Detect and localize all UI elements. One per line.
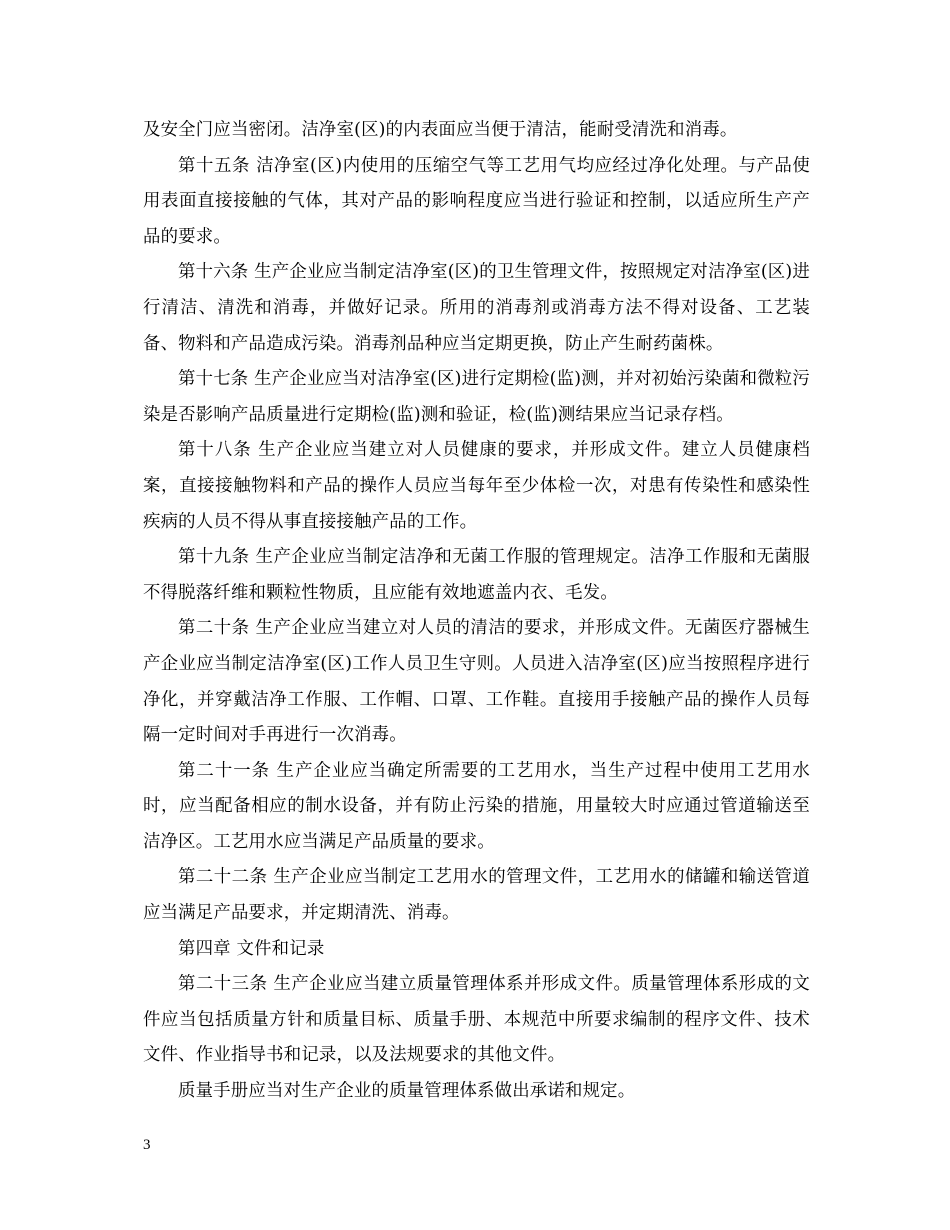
page-number: 3 — [143, 1137, 151, 1153]
article-22: 第二十二条 生产企业应当制定工艺用水的管理文件，工艺用水的储罐和输送管道应当满足产品要求，并定期清洗、消毒。 — [143, 867, 810, 924]
chapter-heading: 第四章 文件和记录 — [178, 938, 325, 959]
article-19: 第十九条 生产企业应当制定洁净和无菌工作服的管理规定。洁净工作服和无菌服不得脱落纤维和颗粒性物质，且应能有效地遮盖内衣、毛发。 — [143, 547, 810, 603]
paragraph-1: 及安全门应当密闭。洁净室(区)的内表面应当便于清洁，能耐受清洗和消毒。 — [143, 120, 738, 140]
article-20: 第二十条 生产企业应当建立对人员的清洁的要求，并形成文件。无菌医疗器械生产企业应当制定洁净室(区)工作人员卫生守则。人员进入洁净室(区)应当按照程序进行净化，并穿戴洁净工作服、工作帽、口罩、工作鞋。直接用手接触产品的操作人员每隔一定时间对手再进行一次消毒。 — [143, 618, 810, 746]
article-18: 第十八条 生产企业应当建立对人员健康的要求，并形成文件。建立人员健康档案，直接接触物料和产品的操作人员应当每年至少体检一次，对患有传染性和感染性疾病的人员不得从事直接接触产品的工作。 — [143, 440, 810, 532]
quality-manual-paragraph: 质量手册应当对生产企业的质量管理体系做出承诺和规定。 — [178, 1081, 636, 1102]
article-21: 第二十一条 生产企业应当确定所需要的工艺用水，当生产过程中使用工艺用水时，应当配备相应的制水设备，并有防止污染的措施，用量较大时应通过管道输送至洁净区。工艺用水应当满足产品质量的要求。 — [143, 760, 810, 852]
article-17: 第十七条 生产企业应当对洁净室(区)进行定期检(监)测，并对初始污染菌和微粒污染是否影响产品质量进行定期检(监)测和验证，检(监)测结果应当记录存档。 — [143, 369, 810, 425]
document-body — [143, 113, 810, 1110]
article-16: 第十六条 生产企业应当制定洁净室(区)的卫生管理文件，按照规定对洁净室(区)进行清洁、清洗和消毒，并做好记录。所用的消毒剂或消毒方法不得对设备、工艺装备、物料和产品造成污染。消毒剂品种应当定期更换，防止产生耐药菌株。 — [143, 262, 810, 354]
article-15: 第十五条 洁净室(区)内使用的压缩空气等工艺用气均应经过净化处理。与产品使用表面直接接触的气体，其对产品的影响程度应当进行验证和控制，以适应所生产产品的要求。 — [143, 155, 810, 247]
article-23: 第二十三条 生产企业应当建立质量管理体系并形成文件。质量管理体系形成的文件应当包括质量方针和质量目标、质量手册、本规范中所要求编制的程序文件、技术文件、作业指导书和记录，以及法规要求的其他文件。 — [143, 974, 810, 1066]
